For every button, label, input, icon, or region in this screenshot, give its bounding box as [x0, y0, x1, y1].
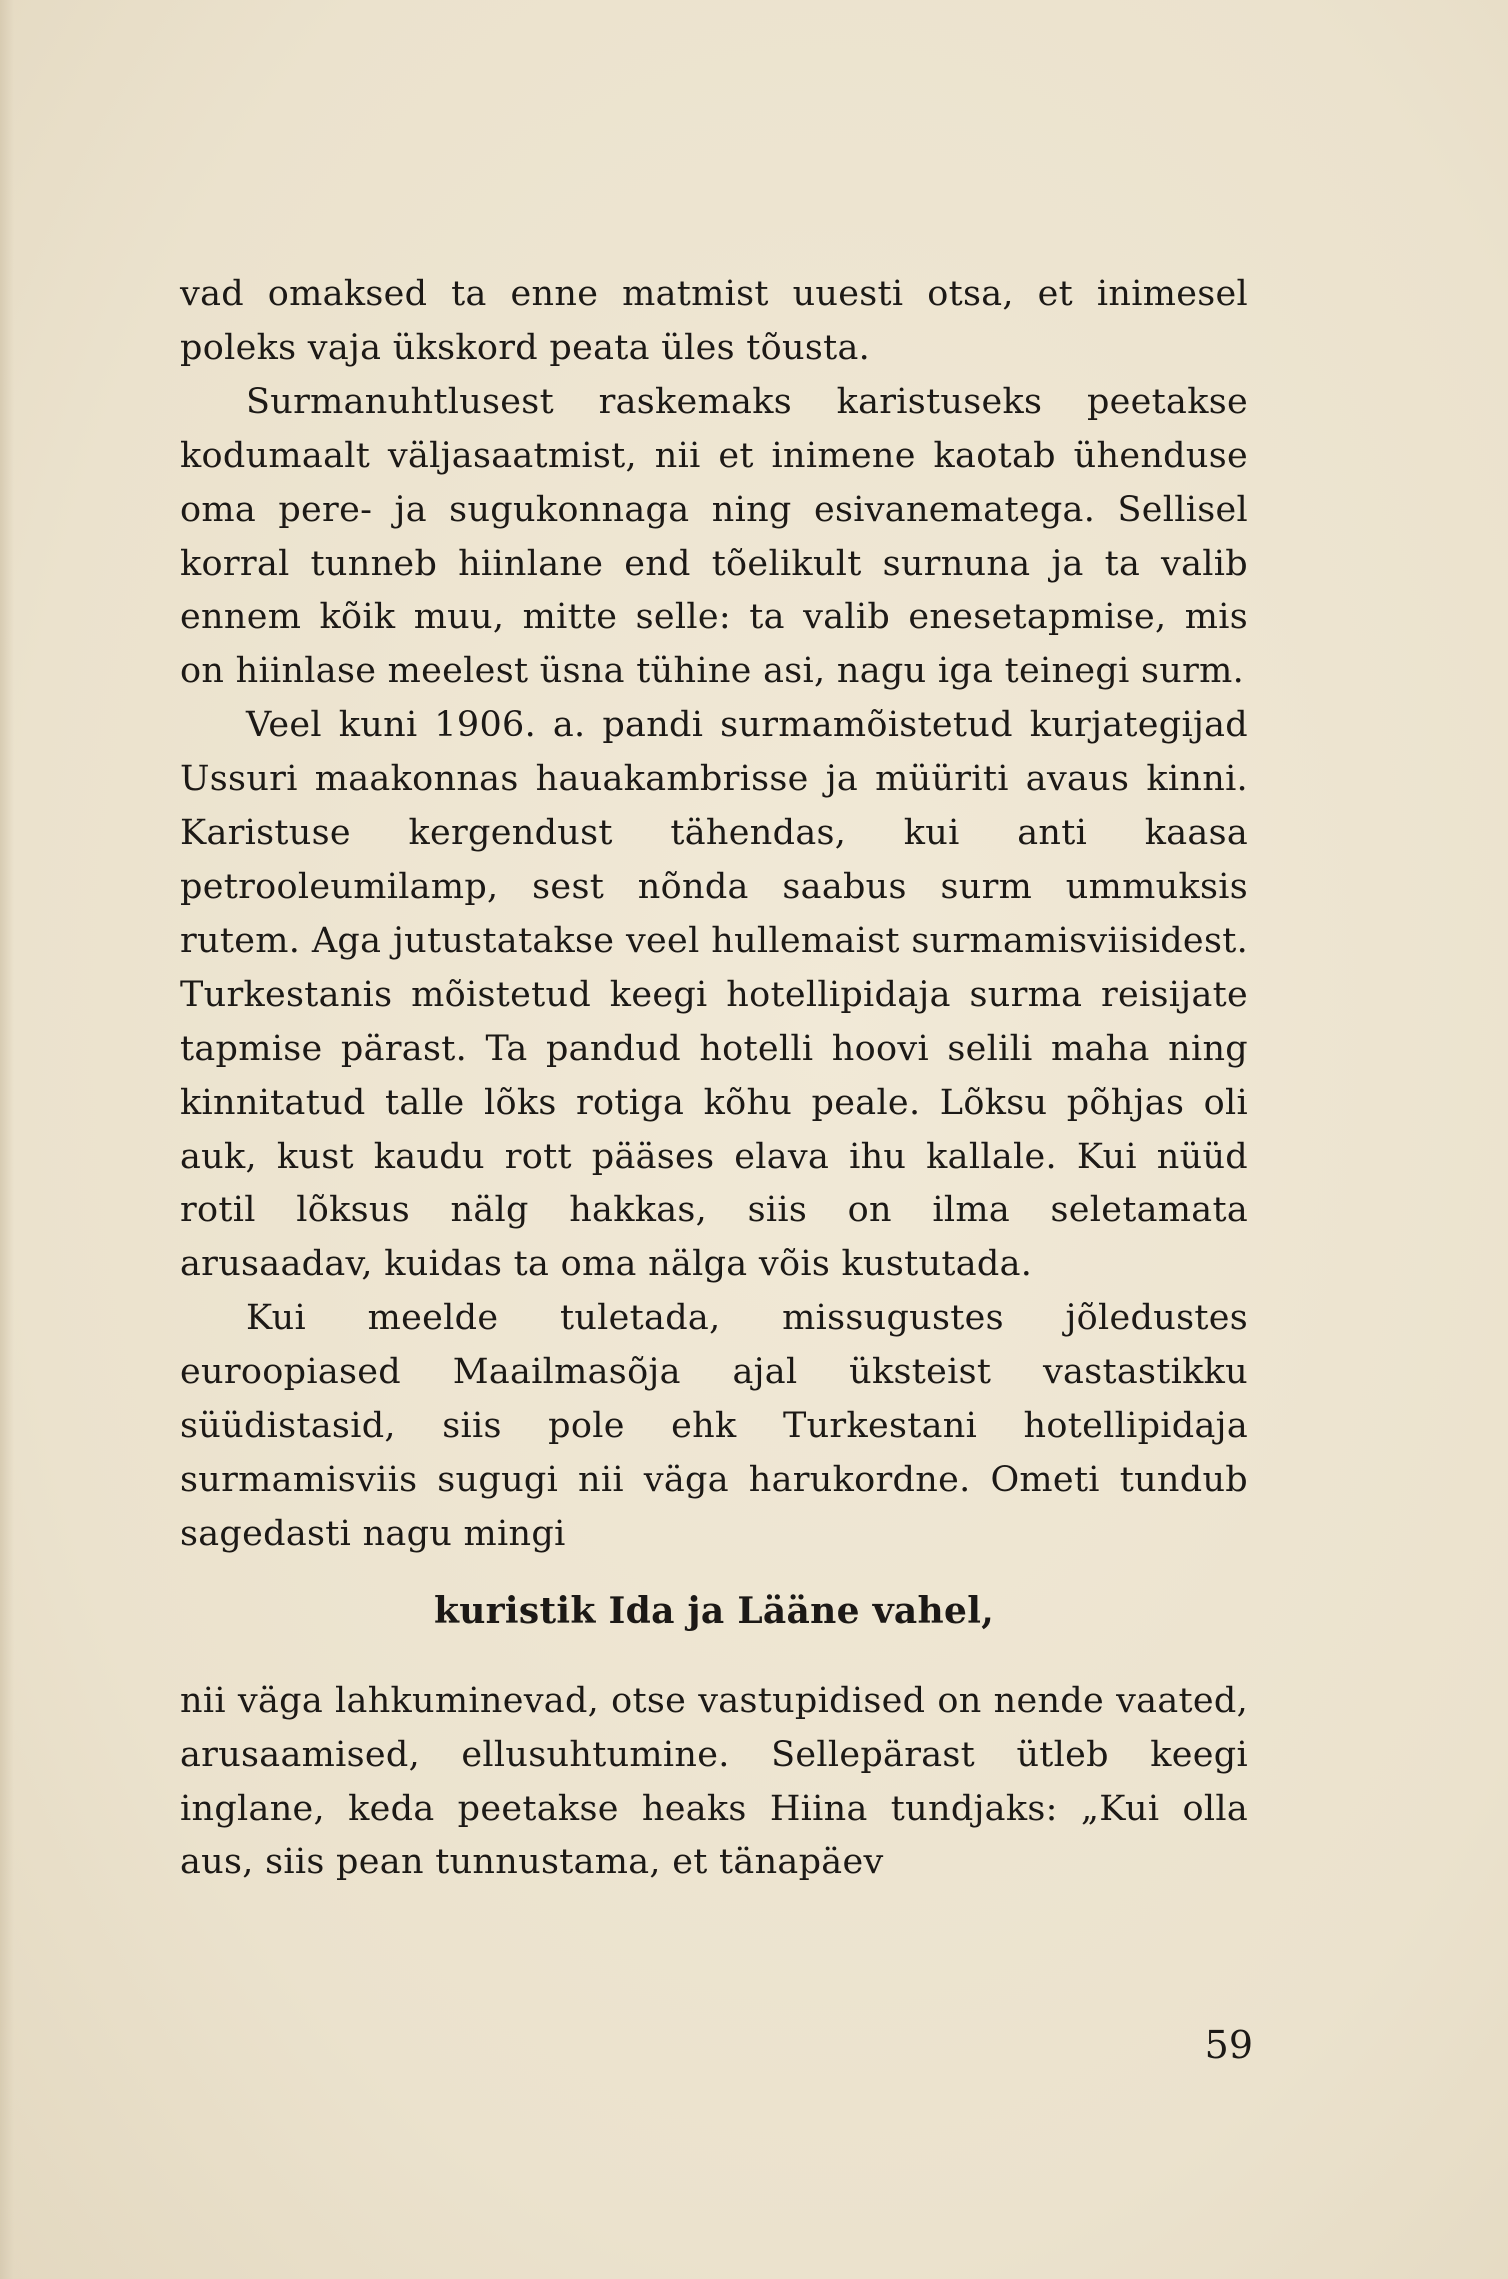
paragraph-continuation: vad omaksed ta enne matmist uuesti otsa, et inimesel poleks vaja ükskord peata üles tõusta.	[180, 274, 1248, 368]
paragraph-executions: Veel kuni 1906. a. pandi surmamõistetud kurjategijad Ussuri maakonnas hauakambrisse ja müüriti avaus kinni. Karistuse kergendust tähendas, kui anti kaasa petrooleumilamp, sest nõnda saabus surm ummuksis rutem. Aga jutustatakse veel hullemaist surmamisviisidest. Turkestanis mõistetud keegi hotellipidaja surma reisijate tapmise pärast. Ta pandud hotelli hoovi selili maha ning kinnitatud talle lõks rotiga kõhu peale. Lõksu põhjas oli auk, kust kaudu rott pääses elava ihu kallale. Kui nüüd rotil lõksus nälg hakkas, siis on ilma seletamata arusaadav, kuidas ta oma nälga võis kustutada.	[180, 705, 1248, 1285]
text-block	[180, 268, 1248, 1890]
paragraph-world-war: Kui meelde tuletada, missugustes jõledustes euroopiased Maailmasõja ajal üksteist vastastikku süüdistasid, siis pole ehk Turkestani hotellipidaja surmamisviis sugugi nii väga harukordne. Ometi tundub sagedasti nagu mingi	[180, 1298, 1248, 1554]
paragraph-closing: nii väga lahkuminevad, otse vastupidised on nende vaated, arusaamised, ellusuhtumine. Sellepärast ütleb keegi inglane, keda peetakse heaks Hiina tundjaks: „Kui olla aus, siis pean tunnustama, et tänapäev	[180, 1680, 1248, 1883]
section-heading: kuristik Ida ja Lääne vahel,	[433, 1589, 995, 1632]
paragraph-punishment: Surmanuhtlusest raskemaks karistuseks peetakse kodumaalt väljasaatmist, nii et inimene kaotab ühenduse oma pere- ja sugukonnaga ning esivanematega. Sellisel korral tunneb hiinlane end tõelikult surnuna ja ta valib ennem kõik muu, mitte selle: ta valib enesetapmise, mis on hiinlase meelest üsna tühine asi, nagu iga teinegi surm.	[180, 381, 1248, 692]
page-number: 59	[1204, 2023, 1253, 2067]
